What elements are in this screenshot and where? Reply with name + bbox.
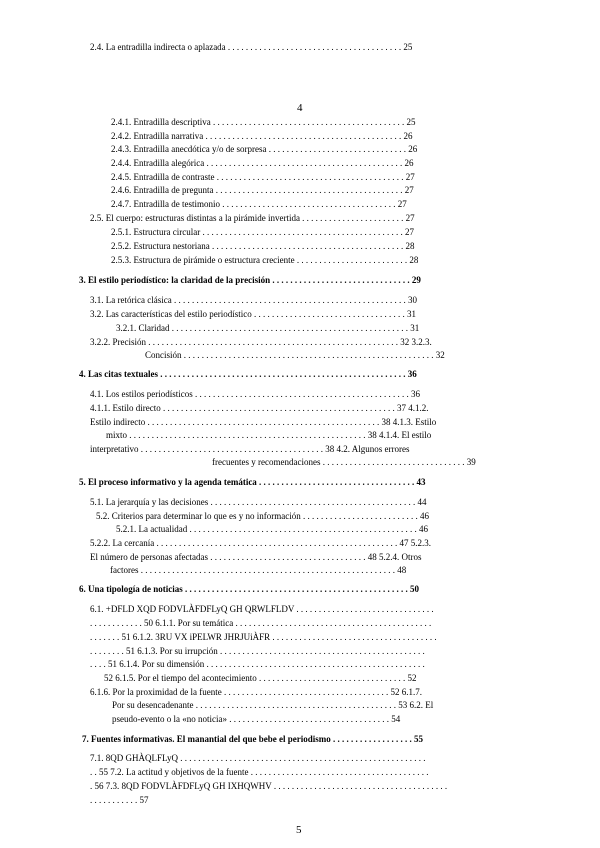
toc-entry: 2.5.3. Estructura de pirámide o estructura creciente . . . . . . . . . . . . . . . . . . . . . . . . . 28: [111, 255, 419, 265]
page-number: 5: [296, 824, 302, 836]
toc-chapter: 3. El estilo periodístico: la claridad de la precisión . . . . . . . . . . . . . . . . . . . . . . . . . . . . . . . 29: [79, 275, 421, 285]
toc-entry: 2.4.6. Entradilla de pregunta . . . . . . . . . . . . . . . . . . . . . . . . . . . . . . . . . . . . . . . . . . 27: [111, 185, 414, 195]
toc-entry: . 56 7.3. 8QD FODVLÀFDFLyQ GH IXHQWHV . . . . . . . . . . . . . . . . . . . . . . . . . . . . . . . . . . . . . . .: [90, 781, 448, 791]
toc-entry: . . . . 51 6.1.4. Por su dimensión . . . . . . . . . . . . . . . . . . . . . . . . . . . . . . . . . . . . . . . . . . . . . . . . .: [90, 659, 425, 669]
toc-entry: 2.4.5. Entradilla de contraste . . . . . . . . . . . . . . . . . . . . . . . . . . . . . . . . . . . . . . . . . . 27: [111, 172, 415, 182]
toc-entry: 2.4.3. Entradilla anecdótica y/o de sorpresa . . . . . . . . . . . . . . . . . . . . . . . . . . . . . . . 26: [111, 144, 418, 154]
toc-entry: 52 6.1.5. Por el tiempo del acontecimiento . . . . . . . . . . . . . . . . . . . . . . . . . . . . . . . . . 52: [104, 673, 417, 683]
toc-chapter: 7. Fuentes informativas. El manantial del que bebe el periodismo . . . . . . . . . . . . . . . . . . 55: [82, 734, 424, 744]
toc-chapter: 5. El proceso informativo y la agenda temática . . . . . . . . . . . . . . . . . . . . . . . . . . . . . . . . . . . 43: [79, 477, 426, 487]
toc-entry: 2.5. El cuerpo: estructuras distintas a la pirámide invertida . . . . . . . . . . . . . . . . . . . . . . . 27: [90, 213, 415, 223]
toc-entry: 5.1. La jerarquía y las decisiones . . . . . . . . . . . . . . . . . . . . . . . . . . . . . . . . . . . . . . . . . . . . . . 44: [90, 497, 427, 507]
toc-entry: 2.4.4. Entradilla alegórica . . . . . . . . . . . . . . . . . . . . . . . . . . . . . . . . . . . . . . . . . . . . 26: [111, 158, 414, 168]
toc-entry: 5.2.2. La cercanía . . . . . . . . . . . . . . . . . . . . . . . . . . . . . . . . . . . . . . . . . . . . . . . . . . . . . . 47 5.2.3.: [90, 538, 431, 548]
toc-entry: 2.4.2. Entradilla narrativa . . . . . . . . . . . . . . . . . . . . . . . . . . . . . . . . . . . . . . . . . . . . 26: [111, 131, 413, 141]
toc-entry: 5.2. Criterios para determinar lo que es y no información . . . . . . . . . . . . . . . . . . . . . . . . . . 46: [96, 511, 429, 521]
toc-entry: 3.2. Las características del estilo periodístico . . . . . . . . . . . . . . . . . . . . . . . . . . . . . . . . . . 31: [90, 309, 416, 319]
toc-entry: 2.5.1. Estructura circular . . . . . . . . . . . . . . . . . . . . . . . . . . . . . . . . . . . . . . . . . . . . . 27: [111, 227, 414, 237]
toc-entry: 7.1. 8QD GHÀQLFLyQ . . . . . . . . . . . . . . . . . . . . . . . . . . . . . . . . . . . . . . . . . . . . . . . . . . . . . . .: [90, 753, 426, 763]
toc-entry: pseudo-evento o la «no noticia» . . . . . . . . . . . . . . . . . . . . . . . . . . . . . . . . . . . . 54: [112, 714, 401, 724]
toc-entry: 2.4.1. Entradilla descriptiva . . . . . . . . . . . . . . . . . . . . . . . . . . . . . . . . . . . . . . . . . . . 25: [111, 117, 416, 127]
toc-entry: 2.4. La entradilla indirecta o aplazada . . . . . . . . . . . . . . . . . . . . . . . . . . . . . . . . . . . . . . . 25: [90, 42, 413, 52]
toc-entry: 2.4.7. Entradilla de testimonio . . . . . . . . . . . . . . . . . . . . . . . . . . . . . . . . . . . . . . . 27: [111, 199, 407, 209]
toc-entry: Por su desencadenante . . . . . . . . . . . . . . . . . . . . . . . . . . . . . . . . . . . . . . . . . . . . . 53 6.2. El: [112, 700, 434, 710]
toc-entry: . . . . . . . . . . . 57: [90, 795, 149, 805]
toc-entry: . . . . . . . 51 6.1.2. 3RU VX iPELWR JHRJUiÀFR . . . . . . . . . . . . . . . . . . . . . . . . . . . . . . . . . . . . .: [90, 632, 437, 642]
toc-entry: 6.1. +DFLD XQD FODVLÀFDFLyQ GH QRWLFLDV . . . . . . . . . . . . . . . . . . . . . . . . . . . . . . .: [90, 604, 434, 614]
page-marker: 4: [297, 102, 303, 114]
toc-entry: 3.2.2. Precisión . . . . . . . . . . . . . . . . . . . . . . . . . . . . . . . . . . . . . . . . . . . . . . . . . . . . . . . . 32 3.2.3.: [90, 337, 432, 347]
toc-entry: 5.2.1. La actualidad . . . . . . . . . . . . . . . . . . . . . . . . . . . . . . . . . . . . . . . . . . . . . . . . . . . 46: [116, 524, 428, 534]
toc-entry: . . 55 7.2. La actitud y objetivos de la fuente . . . . . . . . . . . . . . . . . . . . . . . . . . . . . . . . . . . . . . . .: [90, 767, 429, 777]
toc-entry: 3.1. La retórica clásica . . . . . . . . . . . . . . . . . . . . . . . . . . . . . . . . . . . . . . . . . . . . . . . . . . . . 30: [90, 295, 417, 305]
toc-entry: El número de personas afectadas . . . . . . . . . . . . . . . . . . . . . . . . . . . . . . . . . . . 48 5.2.4. Otros: [90, 552, 422, 562]
toc-entry: mixto . . . . . . . . . . . . . . . . . . . . . . . . . . . . . . . . . . . . . . . . . . . . . . . . . . . . . 38 4.1.4. El estilo: [106, 430, 432, 440]
toc-entry: 4.1.1. Estilo directo . . . . . . . . . . . . . . . . . . . . . . . . . . . . . . . . . . . . . . . . . . . . . . . . . . . . 37 4.1.2.: [90, 403, 429, 413]
toc-entry: 6.1.6. Por la proximidad de la fuente . . . . . . . . . . . . . . . . . . . . . . . . . . . . . . . . . . . . . 52 6.1.7.: [90, 687, 422, 697]
toc-entry: frecuentes y recomendaciones . . . . . . . . . . . . . . . . . . . . . . . . . . . . . . . . 39: [212, 457, 476, 467]
toc-entry: 3.2.1. Claridad . . . . . . . . . . . . . . . . . . . . . . . . . . . . . . . . . . . . . . . . . . . . . . . . . . . . . 31: [116, 323, 420, 333]
toc-entry: interpretativo . . . . . . . . . . . . . . . . . . . . . . . . . . . . . . . . . . . . . . . . . 38 4.2. Algunos errores: [90, 444, 410, 454]
toc-entry: factores . . . . . . . . . . . . . . . . . . . . . . . . . . . . . . . . . . . . . . . . . . . . . . . . . . . . . . . . . 48: [110, 565, 407, 575]
toc-entry: Concisión . . . . . . . . . . . . . . . . . . . . . . . . . . . . . . . . . . . . . . . . . . . . . . . . . . . . . . . . 32: [145, 350, 445, 360]
toc-chapter: 6. Una tipología de noticias . . . . . . . . . . . . . . . . . . . . . . . . . . . . . . . . . . . . . . . . . . . . . . . . . . 50: [79, 584, 420, 594]
toc-entry: . . . . . . . . . . . . 50 6.1.1. Por su temática . . . . . . . . . . . . . . . . . . . . . . . . . . . . . . . . . . . . . . . . . . . .: [90, 618, 432, 628]
toc-entry: 4.1. Los estilos periodísticos . . . . . . . . . . . . . . . . . . . . . . . . . . . . . . . . . . . . . . . . . . . . . . . . 36: [90, 389, 420, 399]
toc-chapter: 4. Las citas textuales . . . . . . . . . . . . . . . . . . . . . . . . . . . . . . . . . . . . . . . . . . . . . . . . . . . . . . . 36: [79, 369, 417, 379]
toc-entry: Estilo indirecto . . . . . . . . . . . . . . . . . . . . . . . . . . . . . . . . . . . . . . . . . . . . . . . . . . . . 38 4.1.3. Estilo: [90, 417, 437, 427]
toc-entry: . . . . . . . . 51 6.1.3. Por su irrupción . . . . . . . . . . . . . . . . . . . . . . . . . . . . . . . . . . . . . . . . . . . . . .: [90, 646, 425, 656]
toc-entry: 2.5.2. Estructura nestoriana . . . . . . . . . . . . . . . . . . . . . . . . . . . . . . . . . . . . . . . . . . . 28: [111, 241, 415, 251]
